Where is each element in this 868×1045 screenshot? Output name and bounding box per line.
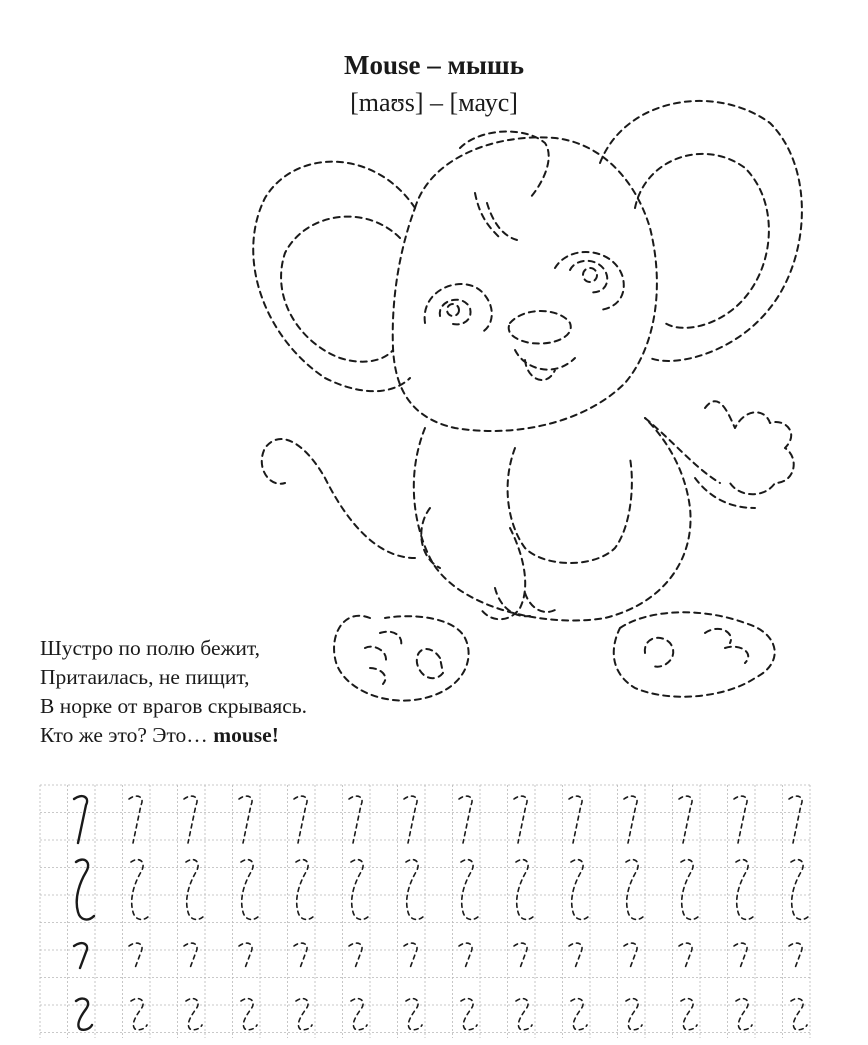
letter-stroke <box>239 943 252 968</box>
belly <box>508 448 632 563</box>
left-eye-inner <box>440 300 471 325</box>
trace-letter <box>569 796 582 843</box>
trace-letter <box>406 860 424 920</box>
trace-letter <box>349 796 362 843</box>
letter-stroke <box>516 999 532 1030</box>
letter-stroke <box>294 943 307 968</box>
letter-stroke <box>624 943 637 968</box>
trace-letter <box>239 796 252 843</box>
trace-letter <box>681 860 699 920</box>
mouth <box>515 350 575 380</box>
right-eye-inner <box>570 261 607 293</box>
letter-stroke <box>679 796 692 843</box>
letter-stroke <box>296 999 312 1030</box>
poem-line-last <box>40 721 307 750</box>
trace-letter <box>241 860 259 920</box>
letter-stroke <box>626 860 644 920</box>
sample-letter <box>74 796 87 843</box>
letter-stroke <box>514 796 527 843</box>
poem-line: В норке от врагов скрываясь. <box>40 694 307 718</box>
letter-stroke <box>131 999 147 1030</box>
letter-stroke <box>186 999 202 1030</box>
left-foot-toes <box>365 632 401 684</box>
letter-stroke <box>459 796 472 843</box>
transcription: [maʊs] – [маус] <box>350 88 518 117</box>
trace-letter <box>461 860 479 920</box>
left-foot-pad <box>417 649 443 678</box>
trace-letter <box>184 943 197 968</box>
left-paw <box>495 588 555 616</box>
letter-stroke <box>626 999 642 1030</box>
trace-letter <box>459 796 472 843</box>
trace-letter <box>404 943 417 968</box>
letter-stroke <box>571 999 587 1030</box>
hair-tuft <box>460 132 549 240</box>
trace-letter <box>681 999 697 1030</box>
poem-question: Кто же это? Это… <box>40 723 214 747</box>
right-hand <box>705 401 794 494</box>
left-foot <box>334 616 469 701</box>
trace-letter <box>129 796 142 843</box>
letter-stroke <box>131 860 149 920</box>
letter-stroke <box>76 860 94 920</box>
right-foot <box>614 612 775 696</box>
body <box>414 418 691 621</box>
right-ear <box>600 101 802 361</box>
letter-stroke <box>74 796 87 843</box>
letter-stroke <box>241 999 257 1030</box>
trace-letter <box>516 999 532 1030</box>
trace-letter <box>734 796 747 843</box>
letter-stroke <box>184 796 197 843</box>
trace-letter <box>294 943 307 968</box>
practice-grid <box>0 780 868 1045</box>
mouse-illustration <box>225 88 815 728</box>
trace-letter <box>406 999 422 1030</box>
trace-letter <box>679 943 692 968</box>
letter-stroke <box>569 943 582 968</box>
page-title: Mouse – мышь <box>343 50 525 80</box>
poem-answer: mouse! <box>213 723 279 747</box>
trace-letter <box>296 999 312 1030</box>
letter-stroke <box>736 999 752 1030</box>
trace-letter <box>461 999 477 1030</box>
letter-stroke <box>734 796 747 843</box>
trace-letter <box>571 999 587 1030</box>
letter-stroke <box>76 999 92 1030</box>
trace-letter <box>736 999 752 1030</box>
letter-stroke <box>461 999 477 1030</box>
letter-stroke <box>514 943 527 968</box>
letter-stroke <box>404 796 417 843</box>
letter-stroke <box>571 860 589 920</box>
letter-stroke <box>349 796 362 843</box>
letter-stroke <box>239 796 252 843</box>
sample-letter <box>76 999 92 1030</box>
letter-stroke <box>184 943 197 968</box>
trace-letter <box>791 860 809 920</box>
trace-letter <box>626 999 642 1030</box>
letter-stroke <box>791 999 807 1030</box>
poem-line: Шустро по полю бежит, <box>40 636 260 660</box>
right-foot-toes <box>705 629 748 663</box>
trace-letter <box>736 860 754 920</box>
letter-stroke <box>516 860 534 920</box>
trace-letter <box>791 999 807 1030</box>
right-eye-pupil <box>583 268 597 282</box>
letter-stroke <box>74 943 87 968</box>
letter-stroke <box>294 796 307 843</box>
grid-lines <box>40 785 810 1038</box>
letter-stroke <box>404 943 417 968</box>
left-eye-pupil <box>447 304 459 316</box>
trace-letter <box>239 943 252 968</box>
letter-stroke <box>406 860 424 920</box>
sample-letter <box>74 943 87 968</box>
trace-letter <box>789 943 802 968</box>
trace-letter <box>624 943 637 968</box>
letter-stroke <box>679 943 692 968</box>
letter-stroke <box>681 999 697 1030</box>
practice-letters <box>74 796 809 1030</box>
trace-letter <box>516 860 534 920</box>
head <box>393 137 657 431</box>
trace-letter <box>679 796 692 843</box>
letter-stroke <box>459 943 472 968</box>
trace-letter <box>296 860 314 920</box>
letter-stroke <box>129 796 142 843</box>
letter-stroke <box>734 943 747 968</box>
trace-letter <box>351 860 369 920</box>
trace-letter <box>789 796 802 843</box>
letter-stroke <box>789 796 802 843</box>
nose <box>509 311 571 344</box>
poem-line: Притаилась, не пищит, <box>40 665 250 689</box>
trace-letter <box>129 943 142 968</box>
trace-letter <box>294 796 307 843</box>
left-ear-inner <box>281 217 400 362</box>
trace-letter <box>351 999 367 1030</box>
letter-stroke <box>736 860 754 920</box>
letter-stroke <box>624 796 637 843</box>
letter-stroke <box>349 943 362 968</box>
trace-letter <box>186 860 204 920</box>
trace-letter <box>514 943 527 968</box>
letter-stroke <box>351 999 367 1030</box>
right-foot-pad <box>645 638 673 667</box>
letter-stroke <box>186 860 204 920</box>
letter-stroke <box>241 860 259 920</box>
trace-letter <box>459 943 472 968</box>
trace-letter <box>571 860 589 920</box>
trace-letter <box>184 796 197 843</box>
right-arm <box>645 418 755 508</box>
letter-stroke <box>406 999 422 1030</box>
trace-letter <box>349 943 362 968</box>
letter-stroke <box>569 796 582 843</box>
trace-letter <box>404 796 417 843</box>
letter-stroke <box>129 943 142 968</box>
tail <box>262 439 415 558</box>
poem <box>40 634 307 750</box>
trace-letter <box>569 943 582 968</box>
trace-letter <box>186 999 202 1030</box>
letter-stroke <box>296 860 314 920</box>
trace-letter <box>624 796 637 843</box>
left-arm <box>421 508 525 619</box>
trace-letter <box>131 860 149 920</box>
letter-stroke <box>351 860 369 920</box>
trace-letter <box>514 796 527 843</box>
trace-letter <box>734 943 747 968</box>
trace-letter <box>241 999 257 1030</box>
letter-stroke <box>681 860 699 920</box>
right-ear-inner <box>635 154 769 328</box>
letter-stroke <box>791 860 809 920</box>
sample-letter <box>76 860 94 920</box>
trace-letter <box>131 999 147 1030</box>
left-ear <box>253 162 415 392</box>
trace-letter <box>626 860 644 920</box>
letter-stroke <box>461 860 479 920</box>
letter-stroke <box>789 943 802 968</box>
